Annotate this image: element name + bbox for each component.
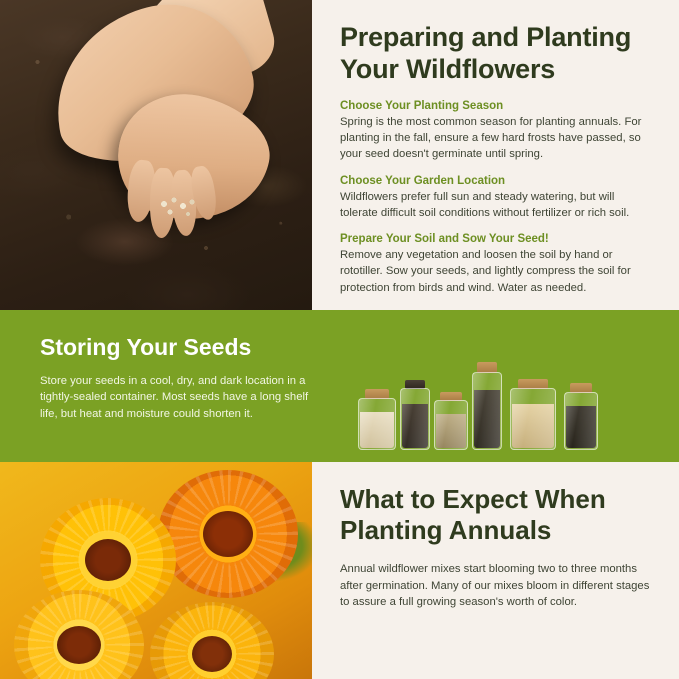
top-text-column [312,0,679,310]
seeds-in-hand [158,196,202,222]
body-prepare-soil: Remove any vegetation and loosen the soil by hand or rototiller. Sow your seeds, and lightly compress the soil for protection from birds and wind. Water as needed. [340,249,631,294]
jar-glass [472,372,502,450]
jar-glass [510,388,556,450]
seed-jar [564,392,598,450]
bottom-text-column [312,462,679,679]
planting-season-block [340,100,655,163]
band-text-column [0,310,342,462]
jar-glass [400,388,430,450]
seed-jar [510,388,556,450]
flower-center [203,511,253,557]
subheading-prepare-soil: Prepare Your Soil and Sow Your Seed! [340,233,549,246]
prepare-soil-block [340,233,655,296]
flower-center [57,626,101,664]
top-section [0,0,679,310]
subheading-garden-location: Choose Your Garden Location [340,174,506,187]
seed-jar [472,372,502,450]
expectations-body: Annual wildflower mixes start blooming two to three months after germination. Many of our mixes bloom in different stages to assure a full growing season's worth of color. [340,563,650,609]
seed-jars-image [342,310,679,462]
storing-seeds-section [0,310,679,462]
expectations-title: What to Expect When Planting Annuals [340,484,606,545]
flower-center [192,636,232,672]
jar-glass [434,400,468,450]
sowing-seeds-image [0,0,312,310]
jar-glass [564,392,598,450]
body-planting-season: Spring is the most common season for planting annuals. For planting in the fall, ensure a few hard frosts have passed, so your seed doesn't germinate until spring. [340,115,642,161]
seed-jar [434,400,468,450]
bottom-section [0,462,679,679]
storing-seeds-title: Storing Your Seeds [40,334,252,360]
page-title: Preparing and Planting Your Wildflowers [340,22,632,84]
jar-glass [358,398,396,450]
storing-seeds-body: Store your seeds in a cool, dry, and dark location in a tightly-sealed container. Most seeds have a long shelf life, but heat and moisture could shorten it. [40,375,309,420]
daisy-flowers-image [0,462,312,679]
seed-jar [400,388,430,450]
flower-bloom [158,470,298,598]
body-garden-location: Wildflowers prefer full sun and steady watering, but will tolerate difficult soil conditions without fertilizer or rich soil. [340,190,630,219]
flower-center [85,539,131,581]
garden-location-block [340,175,655,222]
subheading-planting-season: Choose Your Planting Season [340,99,504,112]
seed-jar [358,398,396,450]
